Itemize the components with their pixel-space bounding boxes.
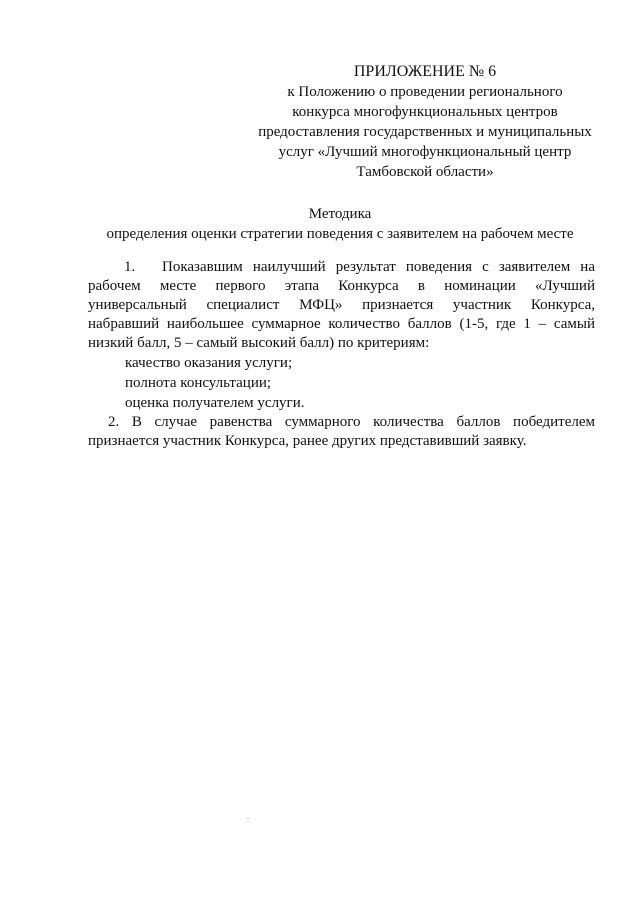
criterion-item: качество оказания услуги; bbox=[125, 355, 293, 371]
paragraph-1-line: рабочем месте первого этапа Конкурса в номинации «Лучший bbox=[88, 278, 595, 294]
paragraph-1-line: низкий балл, 5 – самый высокий балл) по критериям: bbox=[88, 335, 430, 351]
title-subtitle: определения оценки стратегии поведения с заявителем на рабочем месте bbox=[106, 226, 574, 242]
criterion-item: полнота консультации; bbox=[125, 375, 272, 391]
title-main: Методика bbox=[308, 206, 372, 222]
appendix-line: к Положению о проведении регионального bbox=[287, 84, 563, 100]
paragraph-1-line bbox=[88, 258, 595, 277]
document-title bbox=[60, 204, 620, 244]
scan-speck bbox=[247, 818, 249, 819]
appendix-line: Тамбовской области» bbox=[356, 164, 494, 180]
appendix-block bbox=[250, 62, 600, 182]
criterion-item: оценка получателем услуги. bbox=[125, 395, 305, 411]
appendix-line: конкурса многофункциональных центров bbox=[292, 104, 558, 120]
paragraph-1-line: набравший наибольшее суммарное количество баллов (1-5, где 1 – самый bbox=[88, 316, 595, 332]
paragraph-2-line: 2. В случае равенства суммарного количества баллов победителем bbox=[108, 414, 595, 430]
appendix-heading: ПРИЛОЖЕНИЕ № 6 bbox=[353, 63, 497, 80]
paragraph-1-number: 1. bbox=[124, 259, 136, 275]
document-body bbox=[88, 258, 595, 451]
paragraph-2-line: признается участник Конкурса, ранее других представивший заявку. bbox=[88, 433, 527, 449]
appendix-line: услуг «Лучший многофункциональный центр bbox=[278, 144, 572, 160]
paragraph-1-line: универсальный специалист МФЦ» признается участник Конкурса, bbox=[88, 297, 595, 313]
appendix-line: предоставления государственных и муниципальных bbox=[258, 124, 592, 140]
paragraph-1-line-text: Показавшим наилучший результат поведения с заявителем на bbox=[162, 259, 595, 275]
